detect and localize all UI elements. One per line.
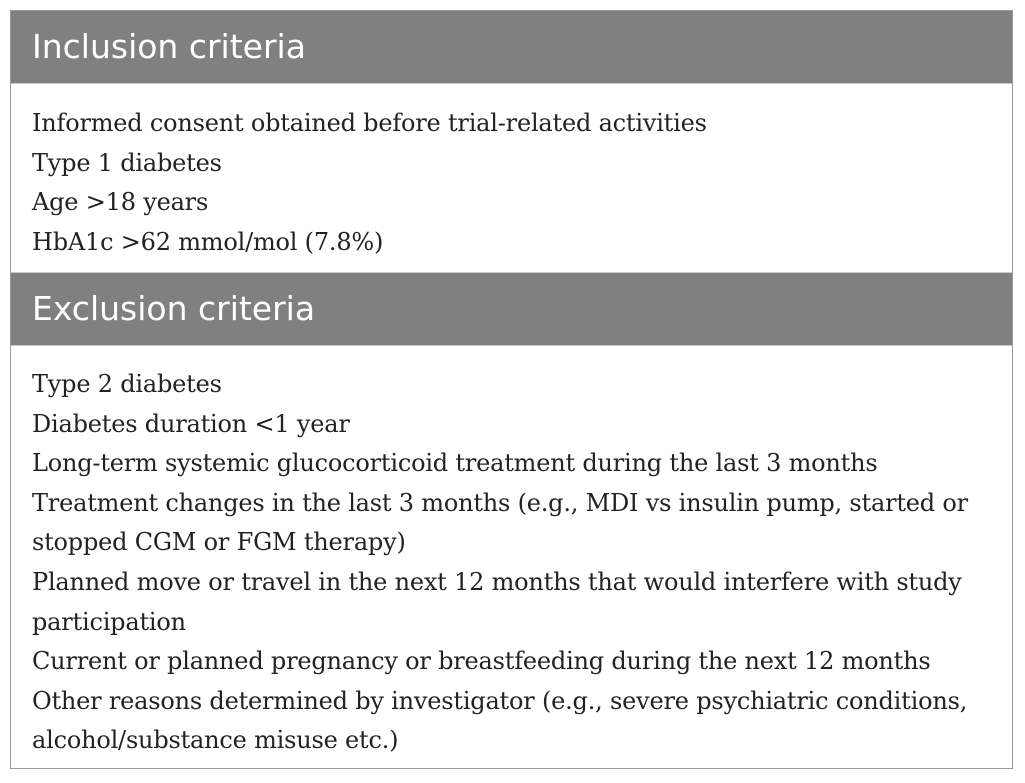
exclusion-header: Exclusion criteria	[11, 273, 1012, 345]
exclusion-item: Long-term systemic glucocorticoid treatment during the last 3 months	[32, 449, 878, 478]
exclusion-list	[11, 345, 1012, 768]
inclusion-item: Type 1 diabetes	[32, 148, 222, 177]
inclusion-item: HbA1c >62 mmol/mol (7.8%)	[32, 227, 384, 256]
exclusion-item: Treatment changes in the last 3 months (e.g., MDI vs insulin pump, started or stopped CGM or FGM therapy)	[32, 488, 968, 557]
exclusion-item: Current or planned pregnancy or breastfeeding during the next 12 months	[32, 647, 931, 676]
inclusion-header: Inclusion criteria	[11, 11, 1012, 83]
exclusion-item: Type 2 diabetes	[32, 370, 222, 398]
inclusion-item: Age >18 years	[32, 188, 209, 217]
exclusion-item: Planned move or travel in the next 12 months that would interfere with study participation	[32, 567, 962, 636]
inclusion-list	[11, 83, 1012, 273]
exclusion-item: Other reasons determined by investigator (e.g., severe psychiatric conditions, alcohol/substance misuse etc.)	[32, 686, 968, 755]
inclusion-item: Informed consent obtained before trial-related activities	[32, 109, 707, 137]
exclusion-item: Diabetes duration <1 year	[32, 409, 350, 438]
criteria-table	[10, 10, 1013, 769]
